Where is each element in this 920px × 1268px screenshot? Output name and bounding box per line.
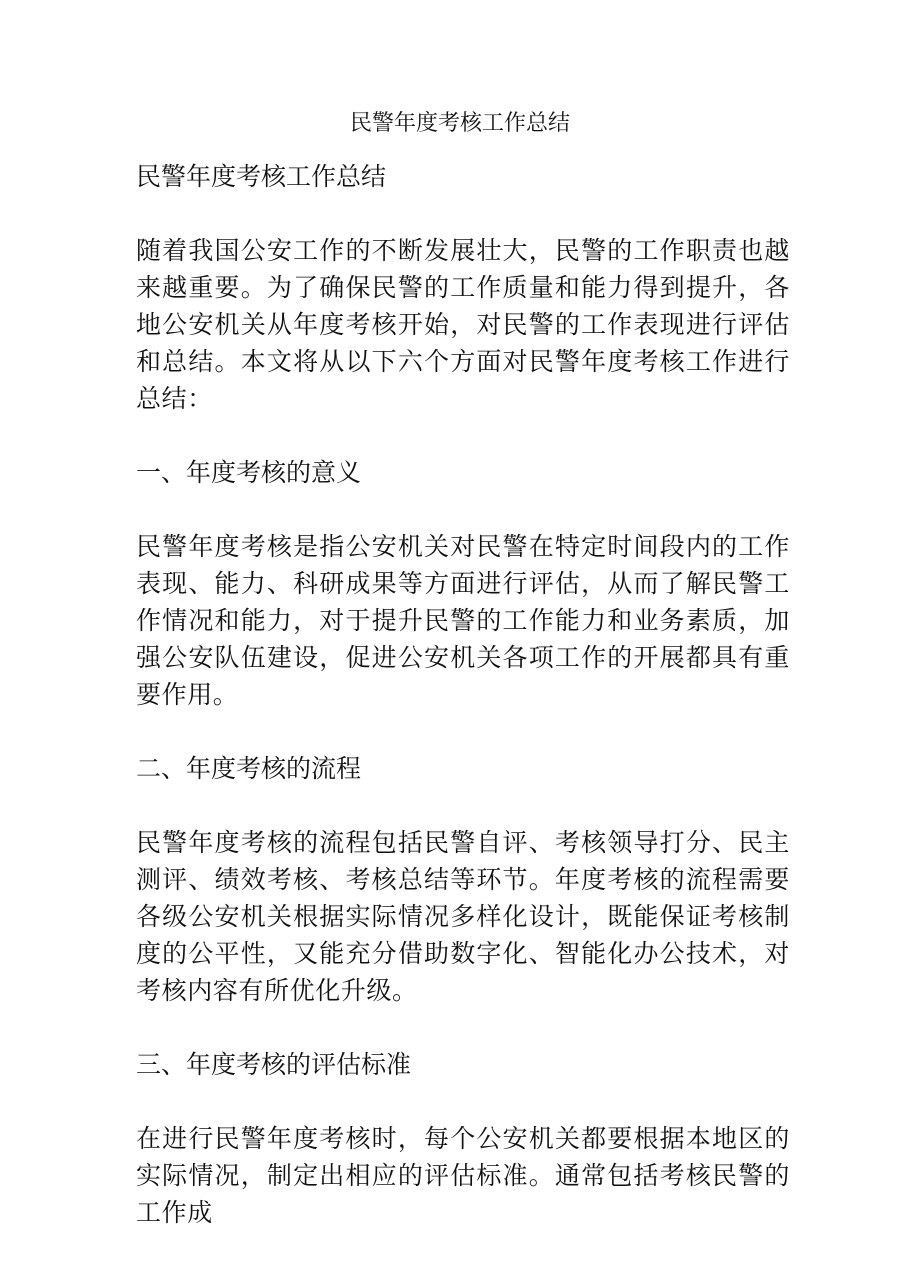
section-body-1: 民警年度考核是指公安机关对民警在特定时间段内的工作表现、能力、科研成果等方面进行评估，从而了解民警工作情况和能力，对于提升民警的工作能力和业务素质，加强公安队伍建设，促进公安机关各项工作的开展都具有重要作用。	[136, 532, 790, 709]
section-heading-3: 三、年度考核的评估标准	[136, 1050, 412, 1079]
section-heading-1: 一、年度考核的意义	[136, 458, 362, 487]
document-subtitle: 民警年度考核工作总结	[136, 162, 387, 191]
section-body-3: 在进行民警年度考核时，每个公安机关都要根据本地区的实际情况，制定出相应的评估标准。通常包括考核民警的工作成	[136, 1124, 790, 1227]
section-body-2: 民警年度考核的流程包括民警自评、考核领导打分、民主测评、绩效考核、考核总结等环节。年度考核的流程需要各级公安机关根据实际情况多样化设计，既能保证考核制度的公平性，又能充分借助数字化、智能化办公技术，对考核内容有所优化升级。	[136, 828, 790, 1005]
intro-paragraph: 随着我国公安工作的不断发展壮大，民警的工作职责也越来越重要。为了确保民警的工作质量和能力得到提升，各地公安机关从年度考核开始，对民警的工作表现进行评估和总结。本文将从以下六个方面对民警年度考核工作进行总结：	[136, 236, 790, 413]
section-heading-2: 二、年度考核的流程	[136, 754, 362, 783]
document-body	[136, 158, 790, 1268]
document-title: 民警年度考核工作总结	[349, 111, 570, 136]
